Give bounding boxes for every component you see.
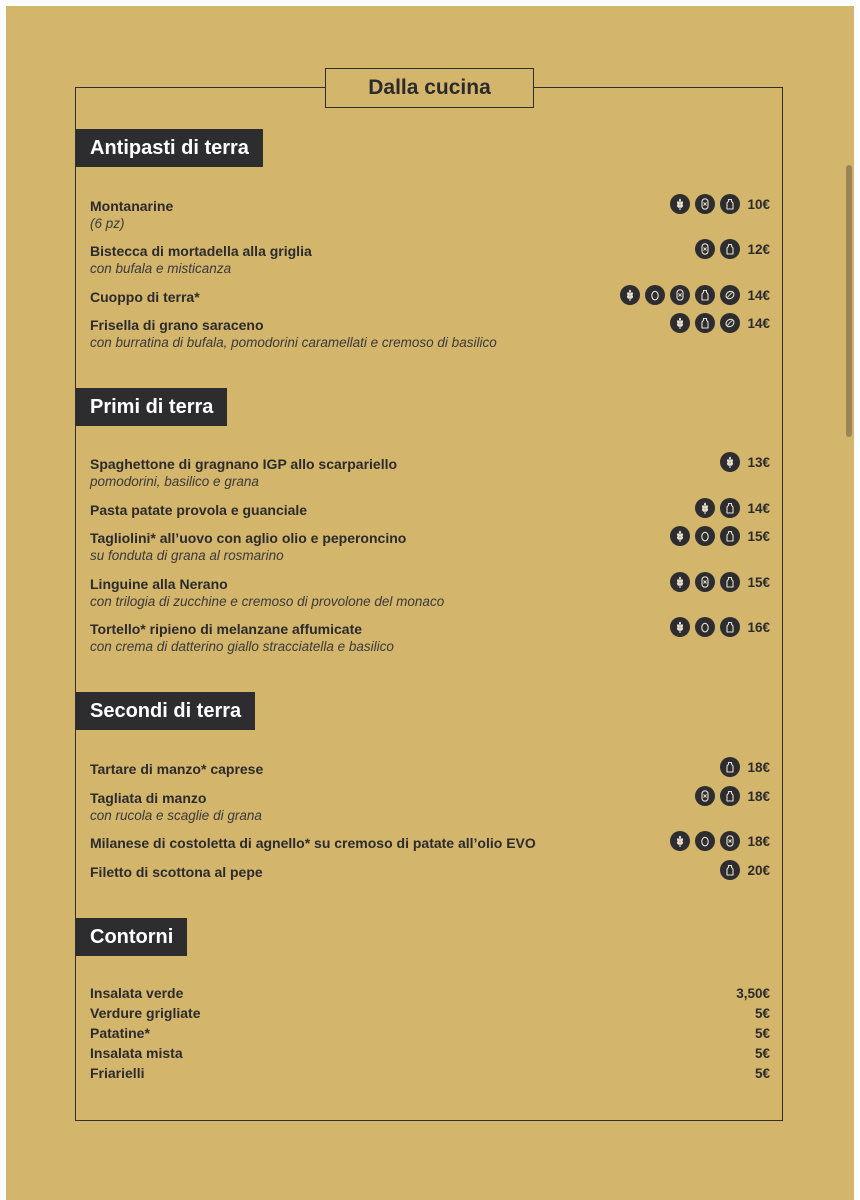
dairy-icon [720,239,740,259]
item-name: Tartare di manzo* caprese [90,761,264,777]
dairy-icon [720,617,740,637]
menu-item [90,316,770,352]
item-name: Pasta patate provola e guanciale [90,502,308,518]
menu-item [90,1023,770,1043]
item-desc: (6 pz) [90,216,125,231]
nut-icon [720,313,740,333]
wheat-icon [670,526,690,546]
menu-item [90,197,770,233]
item-price: 20€ [747,862,770,878]
gluten-icon [695,572,715,592]
item-price: 5€ [754,1065,770,1081]
item-price: 18€ [747,788,770,804]
item-name: Tortello* ripieno di melanzane affumicate [90,621,363,637]
menu-item [90,983,770,1003]
item-desc: con trilogia di zucchine e cremoso di provolone del monaco [90,594,445,609]
item-price: 16€ [747,619,770,635]
item-desc: pomodorini, basilico e grana [90,474,259,489]
egg-icon [645,285,665,305]
item-price: 13€ [747,454,770,470]
menu-item [90,1063,770,1083]
egg-icon [695,617,715,637]
item-name: Linguine alla Nerano [90,576,228,592]
section-header-secondi: Secondi di terra [76,692,255,730]
gluten-icon [695,786,715,806]
wheat-icon [620,285,640,305]
dairy-icon [695,285,715,305]
wheat-icon [670,617,690,637]
item-desc: con crema di datterino giallo stracciatella e basilico [90,639,394,654]
item-name: Patatine* [90,1025,150,1041]
item-name: Insalata verde [90,985,184,1001]
item-desc: con rucola e scaglie di grana [90,808,262,823]
item-desc: su fonduta di grana al rosmarino [90,548,284,563]
item-name: Verdure grigliate [90,1005,201,1021]
menu-item [90,1003,770,1023]
egg-icon [695,526,715,546]
menu-item [90,529,770,565]
item-name: Montanarine [90,198,174,214]
item-name: Bistecca di mortadella alla griglia [90,243,312,259]
menu-item [90,501,770,519]
gluten-icon [695,194,715,214]
item-price: 15€ [747,574,770,590]
dairy-icon [720,498,740,518]
item-name: Spaghettone di gragnano IGP allo scarpariello [90,456,398,472]
dairy-icon [695,313,715,333]
dairy-icon [720,786,740,806]
menu-item [90,1043,770,1063]
menu-item [90,789,770,825]
wheat-icon [670,831,690,851]
item-name: Friarielli [90,1065,145,1081]
section-header-primi: Primi di terra [76,388,227,426]
menu-item [90,288,770,306]
gluten-icon [695,239,715,259]
menu-item [90,455,770,491]
menu-title: Dalla cucina [325,68,534,108]
dairy-icon [720,526,740,546]
wheat-icon [670,572,690,592]
item-price: 5€ [754,1005,770,1021]
item-name: Filetto di scottona al pepe [90,864,263,880]
nut-icon [720,285,740,305]
menu-item [90,760,770,778]
wheat-icon [695,498,715,518]
item-name: Tagliata di manzo [90,790,207,806]
menu-item [90,620,770,656]
item-price: 15€ [747,528,770,544]
dairy-icon [720,572,740,592]
menu-item [90,575,770,611]
gluten-icon [720,831,740,851]
item-desc: con bufala e misticanza [90,261,232,276]
item-price: 14€ [747,287,770,303]
dairy-icon [720,757,740,777]
item-price: 14€ [747,500,770,516]
item-price: 10€ [747,196,770,212]
wheat-icon [670,194,690,214]
item-price: 5€ [754,1025,770,1041]
menu-item [90,863,770,881]
item-price: 12€ [747,241,770,257]
dairy-icon [720,194,740,214]
item-price: 14€ [747,315,770,331]
item-name: Milanese di costoletta di agnello* su cremoso di patate all’olio EVO [90,835,536,851]
menu-item [90,242,770,278]
item-price: 18€ [747,833,770,849]
egg-icon [695,831,715,851]
item-name: Insalata mista [90,1045,183,1061]
wheat-icon [670,313,690,333]
gluten-icon [670,285,690,305]
item-price: 5€ [754,1045,770,1061]
item-price: 3,50€ [736,985,770,1001]
scrollbar[interactable] [846,165,852,437]
wheat-icon [720,452,740,472]
item-name: Frisella di grano saraceno [90,317,264,333]
section-header-contorni: Contorni [76,918,187,956]
item-name: Cuoppo di terra* [90,289,200,305]
item-desc: con burratina di bufala, pomodorini caramellati e cremoso di basilico [90,335,497,350]
dairy-icon [720,860,740,880]
item-price: 18€ [747,759,770,775]
section-header-antipasti: Antipasti di terra [76,129,263,167]
menu-item [90,834,770,852]
item-name: Tagliolini* all’uovo con aglio olio e peperoncino [90,530,407,546]
